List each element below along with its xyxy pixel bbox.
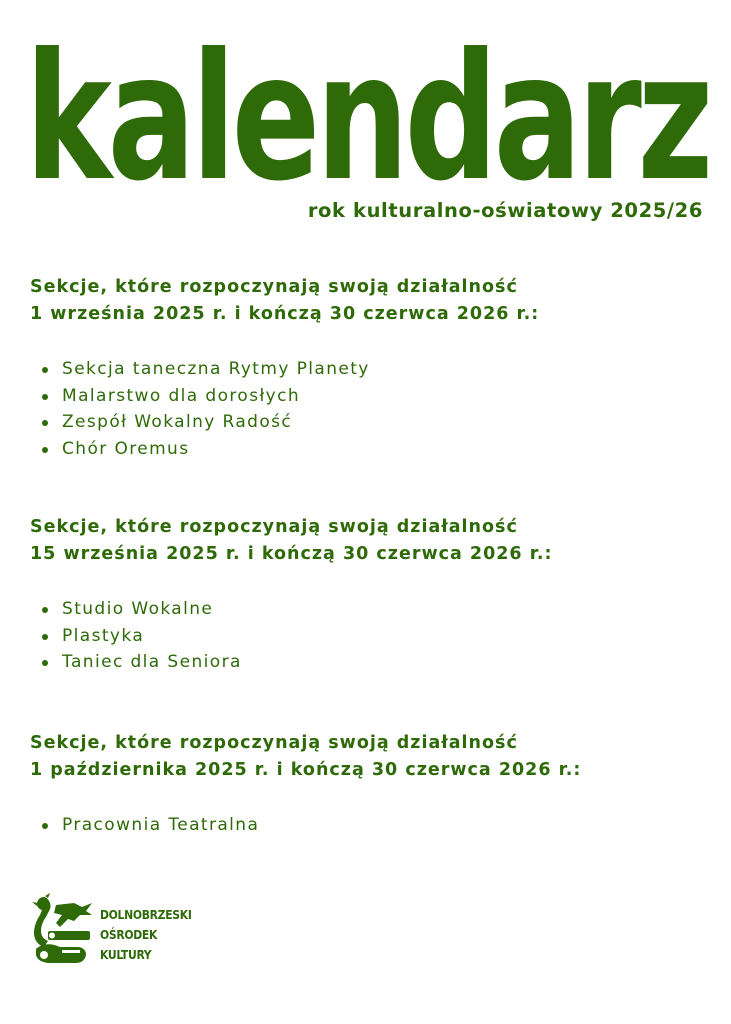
section-list bbox=[30, 356, 710, 462]
list-item: Chór Oremus bbox=[30, 436, 710, 463]
list-item: Malarstwo dla dorosłych bbox=[30, 383, 710, 410]
page-subtitle: rok kulturalno-oświatowy 2025/26 bbox=[307, 199, 703, 222]
list-item: Zespół Wokalny Radość bbox=[30, 409, 710, 436]
list-item: Sekcja taneczna Rytmy Planety bbox=[30, 356, 710, 383]
section-list bbox=[30, 596, 710, 676]
logo-text bbox=[100, 905, 192, 965]
section-september-1 bbox=[30, 274, 710, 462]
section-heading bbox=[30, 514, 710, 568]
logo-line: OŚRODEK bbox=[100, 928, 158, 942]
list-item: Studio Wokalne bbox=[30, 596, 710, 623]
list-item: Taniec dla Seniora bbox=[30, 649, 710, 676]
logo-line: DOLNOBRZESKI bbox=[100, 908, 192, 922]
list-item: Plastyka bbox=[30, 623, 710, 650]
section-heading-line1: Sekcje, które rozpoczynają swoją działalność bbox=[30, 277, 518, 297]
list-item: Pracownia Teatralna bbox=[30, 812, 710, 839]
section-heading bbox=[30, 274, 710, 328]
logo-line: KULTURY bbox=[100, 948, 152, 962]
section-heading-line2: 15 września 2025 r. i kończą 30 czerwca 2026 r.: bbox=[30, 544, 553, 564]
section-list bbox=[30, 812, 710, 839]
section-heading-line2: 1 października 2025 r. i kończą 30 czerwca 2026 r.: bbox=[30, 760, 582, 780]
organization-logo bbox=[30, 893, 205, 973]
section-heading bbox=[30, 730, 710, 784]
section-heading-line2: 1 września 2025 r. i kończą 30 czerwca 2026 r.: bbox=[30, 304, 540, 324]
section-october-1 bbox=[30, 730, 710, 839]
heron-emblem-icon bbox=[30, 893, 94, 971]
section-september-15 bbox=[30, 514, 710, 676]
page-title bbox=[22, 20, 712, 195]
section-heading-line1: Sekcje, które rozpoczynają swoją działalność bbox=[30, 733, 518, 753]
page-title-text: kalendarz bbox=[25, 20, 709, 195]
section-heading-line1: Sekcje, które rozpoczynają swoją działalność bbox=[30, 517, 518, 537]
